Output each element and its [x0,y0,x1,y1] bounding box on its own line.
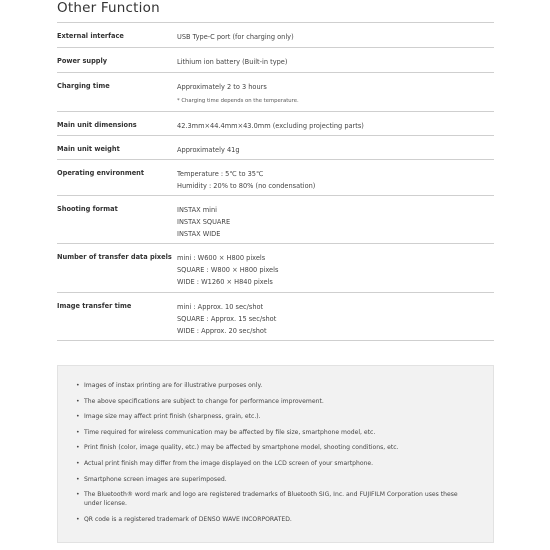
note-item: • Time required for wireless communication may be affected by file size, smartphone model, etc. [76,428,475,437]
spec-value: Lithium ion battery (Built-in type) [177,58,288,66]
spec-values [177,244,494,292]
note-item: • The above specifications are subject to change for performance improvement. [76,397,475,406]
spec-value: Temperature : 5℃ to 35℃ [177,170,264,178]
spec-row-image-transfer-time [57,292,494,341]
spec-value: WIDE : Approx. 20 sec/shot [177,327,267,336]
spec-values [177,23,494,47]
spec-label: Operating environment [57,169,145,177]
spec-value: INSTAX mini [177,206,217,214]
spec-row-main-unit-weight [57,135,494,159]
spec-row-charging-time [57,72,494,111]
spec-row-main-unit-dimensions [57,111,494,135]
spec-values [177,136,494,159]
spec-note: * Charging time depends on the temperature. [177,98,299,105]
spec-row-operating-environment [57,159,494,195]
note-item: • Images of instax printing are for illustrative purposes only. [76,381,475,390]
notes-box [57,365,494,543]
note-item: • The Bluetooth® word mark and logo are registered trademarks of Bluetooth SIG, Inc. and FUJIFILM Corporation uses these under license. [76,490,475,508]
spec-table [57,22,494,341]
spec-row-transfer-pixels [57,243,494,292]
spec-label: Charging time [57,82,110,90]
spec-row-power-supply [57,47,494,72]
spec-values [177,112,494,135]
spec-value: SQUARE : Approx. 15 sec/shot [177,315,277,324]
note-item: • Print finish (color, image quality, etc.) may be affected by smartphone model, shooting conditions, etc. [76,443,475,452]
spec-label: Main unit dimensions [57,121,137,129]
note-item: • Smartphone screen images are superimposed. [76,475,475,484]
spec-label: Shooting format [57,205,118,213]
spec-values [177,196,494,243]
spec-value: Approximately 41g [177,146,240,154]
spec-values [177,48,494,72]
spec-label: Number of transfer data pixels [57,253,172,261]
spec-values [177,293,494,340]
spec-label: Main unit weight [57,145,120,153]
spec-value: INSTAX WIDE [177,230,221,239]
note-item: • Image size may affect print finish (sharpness, grain, etc.). [76,412,475,421]
note-item: • Actual print finish may differ from the image displayed on the LCD screen of your smartphone. [76,459,475,468]
spec-value: USB Type-C port (for charging only) [177,33,294,41]
spec-values [177,160,494,195]
spec-values [177,73,494,111]
spec-value: mini : Approx. 10 sec/shot [177,303,264,311]
spec-label: External interface [57,32,124,40]
spec-value: mini : W600 × H800 pixels [177,254,266,262]
spec-value: Approximately 2 to 3 hours [177,83,267,91]
note-item: • QR code is a registered trademark of DENSO WAVE INCORPORATED. [76,515,475,524]
spec-value: SQUARE : W800 × H800 pixels [177,266,279,275]
spec-value: 42.3mm×44.4mm×43.0mm (excluding projecting parts) [177,122,364,130]
spec-value: WIDE : W1260 × H840 pixels [177,278,273,287]
spec-label: Image transfer time [57,302,132,310]
notes-list [76,381,475,524]
spec-label: Power supply [57,57,108,65]
spec-row-external-interface [57,22,494,47]
spec-row-shooting-format [57,195,494,243]
spec-value: Humidity : 20% to 80% (no condensation) [177,182,316,191]
spec-value: INSTAX SQUARE [177,218,231,227]
page-title: Other Function [57,0,160,16]
